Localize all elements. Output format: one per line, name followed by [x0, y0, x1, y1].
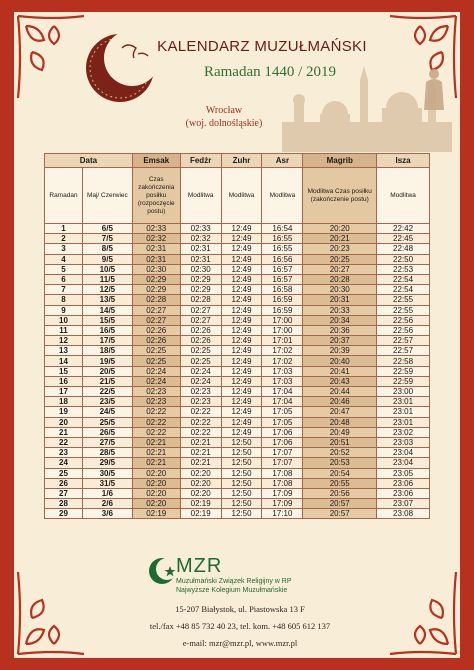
table-row	[45, 346, 430, 356]
cell-magrib: 20:57	[303, 499, 377, 509]
cell-fedzr: 02:32	[180, 234, 221, 244]
cell-asr: 16:57	[262, 264, 303, 274]
cell-asr: 17:08	[262, 468, 303, 478]
cell-isza: 22:42	[377, 224, 430, 234]
cell-magrib: 20:41	[303, 366, 377, 376]
cell-asr: 16:56	[262, 254, 303, 264]
cell-emsak: 02:29	[132, 274, 180, 284]
cell-date: 26/5	[82, 427, 132, 437]
cell-ramadan-day: 29	[45, 509, 83, 519]
cell-emsak: 02:20	[132, 488, 180, 498]
cell-fedzr: 02:19	[180, 509, 221, 519]
cell-zuhr: 12:49	[221, 224, 262, 234]
cell-emsak: 02:28	[132, 295, 180, 305]
cell-fedzr: 02:29	[180, 285, 221, 295]
cell-isza: 22:57	[377, 346, 430, 356]
cell-fedzr: 02:20	[180, 478, 221, 488]
cell-asr: 17:08	[262, 478, 303, 488]
cell-ramadan-day: 21	[45, 427, 83, 437]
page-subtitle: Ramadan 1440 / 2019	[203, 64, 337, 80]
cell-magrib: 20:23	[303, 244, 377, 254]
table-row	[45, 478, 430, 488]
cell-ramadan-day: 7	[45, 285, 83, 295]
cell-magrib: 20:21	[303, 234, 377, 244]
cell-ramadan-day: 4	[45, 254, 83, 264]
cell-asr: 17:05	[262, 417, 303, 427]
cell-magrib: 20:43	[303, 376, 377, 386]
table-row	[45, 458, 430, 468]
subheader-ramadan: Ramadan	[45, 168, 83, 224]
cell-magrib: 20:52	[303, 448, 377, 458]
cell-magrib: 20:39	[303, 346, 377, 356]
cell-isza: 23:01	[377, 397, 430, 407]
cell-date: 11/5	[82, 274, 132, 284]
cell-date: 14/5	[82, 305, 132, 315]
cell-isza: 22:55	[377, 305, 430, 315]
cell-zuhr: 12:49	[221, 387, 262, 397]
cell-date: 6/5	[82, 224, 132, 234]
address: 15-207 Białystok, ul. Piastowska 13 F	[175, 604, 305, 614]
cell-date: 8/5	[82, 244, 132, 254]
table-row	[45, 387, 430, 397]
cell-emsak: 02:31	[132, 254, 180, 264]
cell-isza: 22:56	[377, 315, 430, 325]
cell-emsak: 02:22	[132, 407, 180, 417]
cell-asr: 16:54	[262, 224, 303, 234]
cell-zuhr: 12:49	[221, 295, 262, 305]
cell-zuhr: 12:49	[221, 346, 262, 356]
cell-emsak: 02:24	[132, 376, 180, 386]
cell-isza: 22:59	[377, 366, 430, 376]
cell-fedzr: 02:23	[180, 387, 221, 397]
subheader-date: Maj/ Czerwiec	[82, 168, 132, 224]
cell-fedzr: 02:25	[180, 356, 221, 366]
cell-emsak: 02:22	[132, 427, 180, 437]
cell-emsak: 02:19	[132, 509, 180, 519]
cell-fedzr: 02:19	[180, 499, 221, 509]
cell-date: 12/5	[82, 285, 132, 295]
cell-ramadan-day: 5	[45, 264, 83, 274]
table-row	[45, 325, 430, 335]
table-row	[45, 224, 430, 234]
cell-emsak: 02:32	[132, 234, 180, 244]
logo-text: MZR	[176, 555, 223, 577]
cell-magrib: 20:27	[303, 264, 377, 274]
cell-emsak: 02:26	[132, 336, 180, 346]
cell-isza: 22:50	[377, 254, 430, 264]
cell-fedzr: 02:29	[180, 274, 221, 284]
cell-isza: 22:58	[377, 356, 430, 366]
cell-fedzr: 02:30	[180, 264, 221, 274]
table-row	[45, 356, 430, 366]
cell-isza: 23:05	[377, 468, 430, 478]
table-row	[45, 244, 430, 254]
table-row	[45, 448, 430, 458]
subheader-fedzr: Modlitwa	[180, 168, 221, 224]
cell-ramadan-day: 12	[45, 336, 83, 346]
cell-date: 16/5	[82, 325, 132, 335]
table-row	[45, 437, 430, 447]
cell-date: 9/5	[82, 254, 132, 264]
cell-ramadan-day: 6	[45, 274, 83, 284]
cell-date: 23/5	[82, 397, 132, 407]
cell-emsak: 02:21	[132, 448, 180, 458]
cell-fedzr: 02:21	[180, 437, 221, 447]
cell-zuhr: 12:50	[221, 499, 262, 509]
cell-zuhr: 12:49	[221, 356, 262, 366]
phone-numbers: tel./fax +48 85 732 40 23, tel. kom. +48 605 612 137	[149, 621, 331, 631]
header-asr: Asr	[262, 154, 303, 168]
cell-zuhr: 12:50	[221, 509, 262, 519]
cell-isza: 23:03	[377, 437, 430, 447]
header-zuhr: Zuhr	[221, 154, 262, 168]
cell-date: 30/5	[82, 468, 132, 478]
cell-isza: 23:00	[377, 387, 430, 397]
cell-magrib: 20:25	[303, 254, 377, 264]
cell-emsak: 02:20	[132, 478, 180, 488]
cell-date: 22/5	[82, 387, 132, 397]
table-row	[45, 305, 430, 315]
cell-ramadan-day: 8	[45, 295, 83, 305]
cell-ramadan-day: 28	[45, 499, 83, 509]
cell-emsak: 02:23	[132, 387, 180, 397]
cell-magrib: 20:56	[303, 488, 377, 498]
cell-asr: 17:04	[262, 387, 303, 397]
cell-ramadan-day: 23	[45, 448, 83, 458]
cell-asr: 17:07	[262, 448, 303, 458]
cell-emsak: 02:21	[132, 437, 180, 447]
cell-magrib: 20:49	[303, 427, 377, 437]
table-row	[45, 254, 430, 264]
cell-date: 10/5	[82, 264, 132, 274]
cell-ramadan-day: 1	[45, 224, 83, 234]
cell-emsak: 02:25	[132, 346, 180, 356]
cell-zuhr: 12:49	[221, 427, 262, 437]
cell-isza: 22:54	[377, 274, 430, 284]
cell-fedzr: 02:27	[180, 305, 221, 315]
cell-emsak: 02:26	[132, 325, 180, 335]
cell-asr: 17:09	[262, 488, 303, 498]
cell-asr: 17:02	[262, 356, 303, 366]
cell-zuhr: 12:49	[221, 407, 262, 417]
cell-zuhr: 12:50	[221, 448, 262, 458]
subheader-zuhr: Modlitwa	[221, 168, 262, 224]
mosque-skyline-icon	[282, 60, 452, 152]
cell-magrib: 20:53	[303, 458, 377, 468]
cell-date: 3/6	[82, 509, 132, 519]
cell-ramadan-day: 17	[45, 387, 83, 397]
cell-asr: 16:55	[262, 244, 303, 254]
cell-fedzr: 02:22	[180, 417, 221, 427]
cell-isza: 23:04	[377, 458, 430, 468]
cell-emsak: 02:24	[132, 366, 180, 376]
subheader-emsak: Czas zakończenia posiłku (rozpoczęcie postu)	[132, 168, 180, 224]
cell-date: 27/5	[82, 437, 132, 447]
cell-emsak: 02:30	[132, 264, 180, 274]
table-row	[45, 397, 430, 407]
cell-asr: 17:04	[262, 397, 303, 407]
cell-magrib: 20:55	[303, 478, 377, 488]
cell-zuhr: 12:49	[221, 315, 262, 325]
cell-asr: 16:59	[262, 295, 303, 305]
cell-emsak: 02:20	[132, 468, 180, 478]
cell-fedzr: 02:27	[180, 315, 221, 325]
cell-fedzr: 02:25	[180, 346, 221, 356]
cell-magrib: 20:48	[303, 417, 377, 427]
cell-asr: 17:03	[262, 366, 303, 376]
cell-isza: 22:54	[377, 285, 430, 295]
cell-ramadan-day: 2	[45, 234, 83, 244]
table-row	[45, 264, 430, 274]
cell-isza: 23:08	[377, 509, 430, 519]
table-row	[45, 407, 430, 417]
cell-emsak: 02:21	[132, 458, 180, 468]
cell-date: 13/5	[82, 295, 132, 305]
cell-asr: 17:06	[262, 427, 303, 437]
table-subheader-row	[45, 168, 430, 224]
cell-zuhr: 12:49	[221, 397, 262, 407]
cell-date: 24/5	[82, 407, 132, 417]
page-title: KALENDARZ MUZUŁMAŃSKI	[157, 38, 367, 55]
cell-date: 19/5	[82, 356, 132, 366]
cell-magrib: 20:44	[303, 387, 377, 397]
organization-subtitle: Najwyższe Kolegium Muzułmańskie	[176, 587, 288, 594]
cell-magrib: 20:31	[303, 295, 377, 305]
cell-zuhr: 12:49	[221, 336, 262, 346]
cell-zuhr: 12:49	[221, 254, 262, 264]
cell-fedzr: 02:31	[180, 244, 221, 254]
cell-asr: 17:09	[262, 499, 303, 509]
cell-zuhr: 12:49	[221, 417, 262, 427]
cell-fedzr: 02:20	[180, 468, 221, 478]
cell-emsak: 02:33	[132, 224, 180, 234]
header-data: Data	[45, 154, 133, 168]
cell-isza: 23:06	[377, 488, 430, 498]
cell-zuhr: 12:50	[221, 478, 262, 488]
table-row	[45, 427, 430, 437]
cell-isza: 22:55	[377, 295, 430, 305]
cell-asr: 17:03	[262, 376, 303, 386]
cell-fedzr: 02:22	[180, 427, 221, 437]
cell-magrib: 20:33	[303, 305, 377, 315]
table-row	[45, 417, 430, 427]
cell-ramadan-day: 27	[45, 488, 83, 498]
corner-ornament-bottom-left-icon	[14, 568, 94, 658]
cell-zuhr: 12:50	[221, 488, 262, 498]
cell-zuhr: 12:49	[221, 264, 262, 274]
cell-date: 29/5	[82, 458, 132, 468]
cell-ramadan-day: 9	[45, 305, 83, 315]
cell-isza: 22:45	[377, 234, 430, 244]
header-emsak: Emsak	[132, 154, 180, 168]
cell-zuhr: 12:49	[221, 305, 262, 315]
cell-emsak: 02:20	[132, 499, 180, 509]
cell-asr: 17:10	[262, 509, 303, 519]
cell-ramadan-day: 3	[45, 244, 83, 254]
cell-fedzr: 02:26	[180, 325, 221, 335]
cell-ramadan-day: 19	[45, 407, 83, 417]
cell-emsak: 02:25	[132, 356, 180, 366]
cell-fedzr: 02:24	[180, 376, 221, 386]
cell-ramadan-day: 25	[45, 468, 83, 478]
cell-zuhr: 12:49	[221, 366, 262, 376]
cell-ramadan-day: 22	[45, 437, 83, 447]
crescent-star-icon	[148, 556, 178, 586]
cell-isza: 22:53	[377, 264, 430, 274]
cell-fedzr: 02:24	[180, 366, 221, 376]
subheader-isza: Modlitwa	[377, 168, 430, 224]
cell-magrib: 20:36	[303, 325, 377, 335]
cell-isza: 22:48	[377, 244, 430, 254]
cell-emsak: 02:29	[132, 285, 180, 295]
table-row	[45, 315, 430, 325]
cell-ramadan-day: 16	[45, 376, 83, 386]
cell-zuhr: 12:50	[221, 468, 262, 478]
cell-zuhr: 12:49	[221, 234, 262, 244]
cell-asr: 16:59	[262, 305, 303, 315]
cell-emsak: 02:22	[132, 417, 180, 427]
cell-zuhr: 12:49	[221, 325, 262, 335]
contact-info: e-mail: mzr@mzr.pl, www.mzr.pl	[182, 638, 298, 648]
cell-magrib: 20:20	[303, 224, 377, 234]
cell-fedzr: 02:21	[180, 458, 221, 468]
cell-date: 25/5	[82, 417, 132, 427]
table-body	[45, 224, 430, 519]
cell-date: 2/6	[82, 499, 132, 509]
corner-ornament-bottom-right-icon	[380, 568, 460, 658]
cell-asr: 16:58	[262, 285, 303, 295]
cell-emsak: 02:27	[132, 315, 180, 325]
cell-ramadan-day: 11	[45, 325, 83, 335]
table-row	[45, 295, 430, 305]
cell-magrib: 20:28	[303, 274, 377, 284]
cell-fedzr: 02:20	[180, 488, 221, 498]
cell-isza: 23:02	[377, 427, 430, 437]
subheader-magrib: Modlitwa Czas posiłku (zakończenie postu)	[303, 168, 377, 224]
cell-emsak: 02:27	[132, 305, 180, 315]
cell-asr: 17:01	[262, 336, 303, 346]
cell-zuhr: 12:49	[221, 274, 262, 284]
cell-date: 18/5	[82, 346, 132, 356]
cell-ramadan-day: 10	[45, 315, 83, 325]
cell-date: 1/6	[82, 488, 132, 498]
cell-zuhr: 12:50	[221, 458, 262, 468]
cell-isza: 22:57	[377, 336, 430, 346]
cell-asr: 17:06	[262, 437, 303, 447]
cell-zuhr: 12:50	[221, 437, 262, 447]
cell-fedzr: 02:31	[180, 254, 221, 264]
cell-fedzr: 02:21	[180, 448, 221, 458]
cell-magrib: 20:40	[303, 356, 377, 366]
cell-date: 31/5	[82, 478, 132, 488]
table-row	[45, 274, 430, 284]
table-row	[45, 366, 430, 376]
cell-isza: 22:56	[377, 325, 430, 335]
table-row	[45, 468, 430, 478]
prayer-times-table	[44, 153, 430, 519]
cell-isza: 23:07	[377, 499, 430, 509]
cell-emsak: 02:23	[132, 397, 180, 407]
cell-isza: 23:01	[377, 407, 430, 417]
cell-ramadan-day: 18	[45, 397, 83, 407]
cell-asr: 17:02	[262, 346, 303, 356]
cell-date: 28/5	[82, 448, 132, 458]
cell-asr: 17:05	[262, 407, 303, 417]
cell-asr: 17:00	[262, 315, 303, 325]
cell-magrib: 20:30	[303, 285, 377, 295]
table-row	[45, 336, 430, 346]
cell-fedzr: 02:28	[180, 295, 221, 305]
header-magrib: Magrib	[303, 154, 377, 168]
cell-isza: 23:06	[377, 478, 430, 488]
cell-magrib: 20:57	[303, 509, 377, 519]
cell-isza: 23:01	[377, 417, 430, 427]
header-fedzr: Fedżr	[180, 154, 221, 168]
cell-isza: 23:04	[377, 448, 430, 458]
city-name: Wrocław	[205, 105, 243, 116]
subheader-asr: Modlitwa	[262, 168, 303, 224]
cell-ramadan-day: 26	[45, 478, 83, 488]
cell-magrib: 20:54	[303, 468, 377, 478]
table-row	[45, 499, 430, 509]
cell-ramadan-day: 14	[45, 356, 83, 366]
cell-date: 17/5	[82, 336, 132, 346]
cell-asr: 17:00	[262, 325, 303, 335]
cell-ramadan-day: 15	[45, 366, 83, 376]
table-row	[45, 285, 430, 295]
cell-ramadan-day: 24	[45, 458, 83, 468]
location	[150, 104, 298, 130]
cell-emsak: 02:31	[132, 244, 180, 254]
table-header-row	[45, 154, 430, 168]
table-row	[45, 376, 430, 386]
cell-fedzr: 02:22	[180, 407, 221, 417]
cell-asr: 16:57	[262, 274, 303, 284]
cell-magrib: 20:37	[303, 336, 377, 346]
cell-magrib: 20:51	[303, 437, 377, 447]
table-row	[45, 509, 430, 519]
cell-zuhr: 12:49	[221, 244, 262, 254]
cell-fedzr: 02:23	[180, 397, 221, 407]
cell-zuhr: 12:49	[221, 376, 262, 386]
cell-date: 20/5	[82, 366, 132, 376]
cell-date: 7/5	[82, 234, 132, 244]
cell-asr: 17:07	[262, 458, 303, 468]
cell-fedzr: 02:26	[180, 336, 221, 346]
cell-date: 21/5	[82, 376, 132, 386]
cell-zuhr: 12:49	[221, 285, 262, 295]
cell-ramadan-day: 13	[45, 346, 83, 356]
cell-fedzr: 02:33	[180, 224, 221, 234]
cell-isza: 22:59	[377, 376, 430, 386]
region-name: (woj. dolnośląskie)	[185, 118, 263, 129]
cell-date: 15/5	[82, 315, 132, 325]
header-isza: Isza	[377, 154, 430, 168]
cell-magrib: 20:46	[303, 397, 377, 407]
cell-magrib: 20:34	[303, 315, 377, 325]
table-row	[45, 488, 430, 498]
cell-ramadan-day: 20	[45, 417, 83, 427]
organization-name: Muzułmański Związek Religijny w RP	[176, 578, 292, 585]
cell-asr: 16:55	[262, 234, 303, 244]
table-row	[45, 234, 430, 244]
cell-magrib: 20:47	[303, 407, 377, 417]
